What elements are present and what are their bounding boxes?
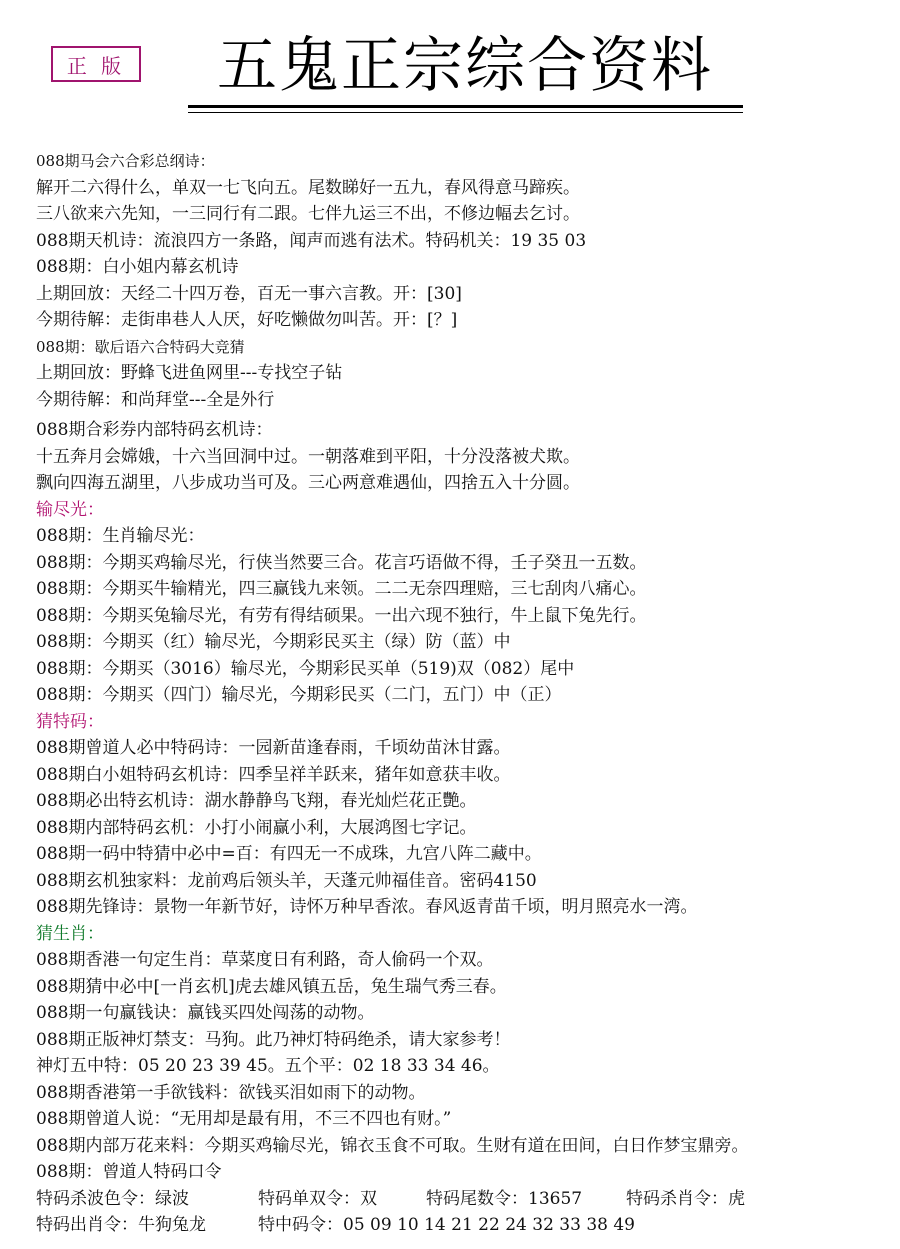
text-line: 神灯五中特：05 20 23 39 45。五个平：02 18 33 34 46。 xyxy=(36,1056,500,1076)
content-body xyxy=(36,148,886,1239)
text-line: 今期待解：走街串巷人人厌，好吃懒做勿叫苦。开：[？] xyxy=(36,310,458,330)
command-item: 特中码令：05 09 10 14 21 22 24 32 33 38 49 xyxy=(258,1215,635,1235)
text-line: 今期待解：和尚拜堂---全是外行 xyxy=(36,389,275,410)
command-item: 特码出肖令：牛狗兔龙 xyxy=(36,1215,206,1235)
text-line: 088期曾道人必中特码诗：一园新苗逢春雨，千顷幼苗沐甘露。 xyxy=(36,738,511,758)
text-line: 上期回放：野蜂飞进鱼网里---专找空子钻 xyxy=(36,363,343,383)
text-line: 088期先锋诗：景物一年新节好，诗怀万种早香浓。春风返青苗千顷，明月照亮水一湾。 xyxy=(36,897,698,917)
command-item: 特码杀肖令：虎 xyxy=(626,1188,745,1209)
text-line: 088期白小姐特码玄机诗：四季呈祥羊跃来，猪年如意获丰收。 xyxy=(36,764,511,785)
section-heading-lose: 输尽光： xyxy=(36,499,104,520)
text-line: 088期正版神灯禁支：马狗。此乃神灯特码绝杀，请大家参考！ xyxy=(36,1029,511,1050)
text-line: 088期：今期买（四门）输尽光，今期彩民买（二门，五门）中（正） xyxy=(36,685,562,705)
text-line: 088期一句赢钱诀：赢钱买四处闯荡的动物。 xyxy=(36,1003,375,1023)
authentic-badge: 正 版 xyxy=(51,46,141,82)
commands-row xyxy=(36,1212,886,1239)
command-item: 特码单双令：双 xyxy=(258,1188,377,1209)
title-underline-thin xyxy=(188,112,743,113)
text-line: 088期马会六合彩总纲诗： xyxy=(36,152,215,170)
text-line: 088期：今期买鸡输尽光，行侠当然要三合。花言巧语做不得，壬子癸丑一五数。 xyxy=(36,552,647,573)
text-line: 088期合彩券内部特码玄机诗： xyxy=(36,420,273,440)
text-line: 088期内部特码玄机：小打小闹赢小利，大展鸿图七字记。 xyxy=(36,817,477,838)
text-line: 088期一码中特猜中必中=百：有四无一不成珠，九宫八阵二藏中。 xyxy=(36,844,542,864)
text-line: 三八欲来六先知，一三同行有二跟。七伴九运三不出，不修边幅去乞讨。 xyxy=(36,204,580,224)
text-line: 088期：今期买（红）输尽光，今期彩民买主（绿）防（蓝）中 xyxy=(36,632,511,652)
text-line: 088期：今期买（3016）输尽光，今期彩民买单（519)双（082）尾中 xyxy=(36,658,575,679)
text-line: 088期：白小姐内幕玄机诗 xyxy=(36,257,239,277)
text-line: 解开二六得什么，单双一七飞向五。尾数睇好一五九，春风得意马蹄疾。 xyxy=(36,177,580,198)
text-line: 088期：今期买兔输尽光，有劳有得结硕果。一出六现不独行，牛上鼠下兔先行。 xyxy=(36,605,647,626)
text-line: 088期曾道人说：“无用却是最有用，不三不四也有财。” xyxy=(36,1109,452,1129)
text-line: 088期天机诗：流浪四方一条路，闻声而逃有法术。特码机关：19 35 03 xyxy=(36,230,587,251)
text-line: 088期玄机独家料：龙前鸡后领头羊，天蓬元帅福佳音。密码4150 xyxy=(36,870,537,891)
title-underline xyxy=(188,105,743,108)
section-heading-guess-code: 猜特码： xyxy=(36,711,104,732)
command-item: 特码尾数令：13657 xyxy=(426,1188,583,1209)
page-title: 五鬼正宗综合资料 xyxy=(217,31,713,101)
text-line: 088期香港一句定生肖：草菜度日有利路，奇人偷码一个双。 xyxy=(36,950,494,970)
text-line: 飘向四海五湖里，八步成功当可及。三心两意难遇仙，四捨五入十分圆。 xyxy=(36,473,580,493)
text-line: 088期：今期买牛输精光，四三赢钱九来领。二二无奈四理赔，三七刮肉八痛心。 xyxy=(36,579,647,599)
text-line: 088期内部万花来料：今期买鸡输尽光，锦衣玉食不可取。生财有道在田间，白日作梦宝鼎旁。 xyxy=(36,1135,749,1156)
text-line: 088期香港第一手欲钱料：欲钱买泪如雨下的动物。 xyxy=(36,1082,426,1103)
text-line: 088期：生肖输尽光： xyxy=(36,526,205,546)
command-item: 特码杀波色令：绿波 xyxy=(36,1188,189,1209)
section-heading-guess-zodiac: 猜生肖： xyxy=(36,923,104,944)
text-line: 088期：歇后语六合特码大竞猜 xyxy=(36,337,245,356)
text-line: 088期猜中必中[一肖玄机]虎去雄风镇五岳，兔生瑞气秀三春。 xyxy=(36,976,507,997)
text-line: 088期必出特玄机诗：湖水静静鸟飞翔，春光灿烂花正艷。 xyxy=(36,791,477,811)
commands-row xyxy=(36,1186,886,1213)
text-line: 088期：曾道人特码口令 xyxy=(36,1162,222,1182)
text-line: 十五奔月会嫦娥，十六当回洞中过。一朝落难到平阳，十分没落被犬欺。 xyxy=(36,446,580,467)
text-line: 上期回放：天经二十四万卷，百无一事六言教。开：[30] xyxy=(36,283,462,304)
